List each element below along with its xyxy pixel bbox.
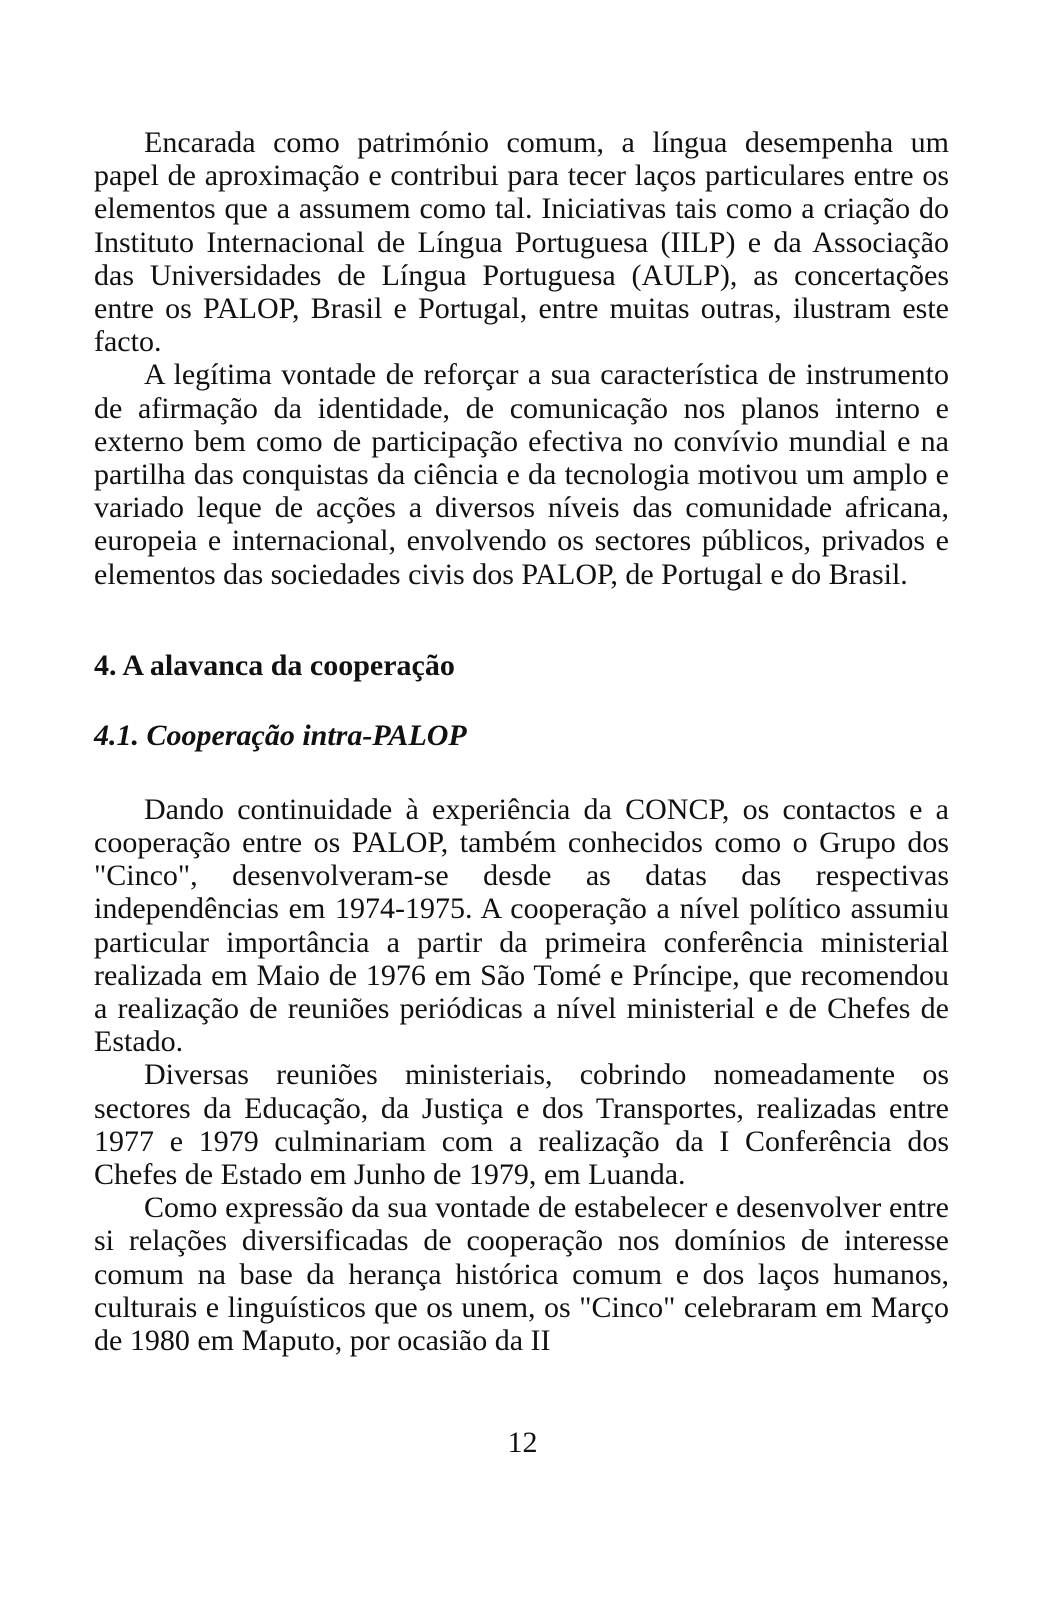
page-body bbox=[94, 126, 949, 1357]
page-number: 12 bbox=[507, 1426, 538, 1459]
paragraph-legitimate-will: A legítima vontade de reforçar a sua característica de instrumento de afirmação da identidade, de comunicação nos planos interno e externo bem como de participação efectiva no convívio mundial e na partilha das conquistas da ciência e da tecnologia motivou um amplo e variado leque de acções a diversos níveis das comunidade africana, europeia e internacional, envolvendo os sectores públicos, privados e elementos das sociedades civis dos PALOP, de Portugal e do Brasil. bbox=[94, 358, 949, 591]
paragraph-ministerial-meetings: Diversas reuniões ministeriais, cobrindo nomeadamente os sectores da Educação, da Justiça e dos Transportes, realizadas entre 1977 e 1979 culminariam com a realização da I Conferência dos Chefes de Estado em Junho de 1979, em Luanda. bbox=[94, 1058, 949, 1192]
paragraph-language-heritage: Encarada como património comum, a língua desempenha um papel de aproximação e contribui para tecer laços particulares entre os elementos que a assumem como tal. Iniciativas tais como a criação do Instituto Internacional de Língua Portuguesa (IILP) e da Associação das Universidades de Língua Portuguesa (AULP), as concertações entre os PALOP, Brasil e Portugal, entre muitas outras, ilustram este facto. bbox=[94, 126, 949, 359]
paragraph-cooperation-expression: Como expressão da sua vontade de estabelecer e desenvolver entre si relações diversificadas de cooperação nos domínios de interesse comum na base da herança histórica comum e dos laços humanos, culturais e linguísticos que os unem, os "Cinco" celebraram em Março de 1980 em Maputo, por ocasião da II bbox=[94, 1191, 949, 1358]
subsection-heading: 4.1. Cooperação intra-PALOP bbox=[94, 718, 467, 752]
paragraph-concp-experience: Dando continuidade à experiência da CONCP, os contactos e a cooperação entre os PALOP, também conhecidos como o Grupo dos "Cinco", desenvolveram-se desde as datas das respectivas independências em 1974-1975. A cooperação a nível político assumiu particular importância a partir da primeira conferência ministerial realizada em Maio de 1976 em São Tomé e Príncipe, que recomendou a realização de reuniões periódicas a nível ministerial e de Chefes de Estado. bbox=[94, 792, 949, 1059]
section-heading: 4. A alavanca da cooperação bbox=[94, 648, 455, 682]
